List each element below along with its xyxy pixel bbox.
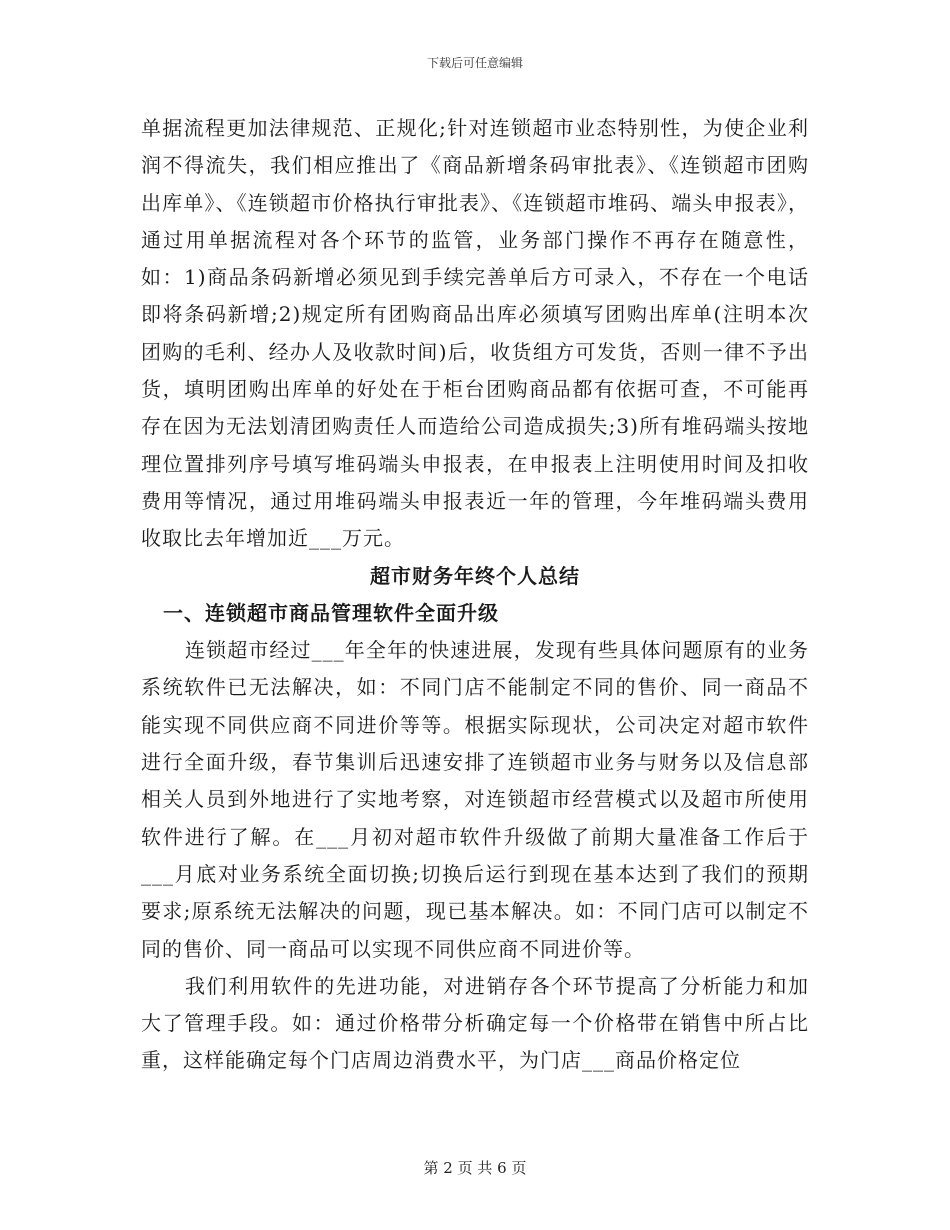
page-number: 第 2 页 共 6 页 [423,1159,527,1177]
paragraph-section-1-continued: 我们利用软件的先进功能，对进销存各个环节提高了分析能力和加大了管理手段。如：通过价格带分析确定每一个价格带在销售中所占比重，这样能确定每个门店周边消费水平，为门店___商品价格定位 [141,973,809,1073]
document-title: 超市财务年终个人总结 [370,563,580,588]
section-heading-1: 一、连锁超市商品管理软件全面升级 [163,600,499,625]
page-header: 下载后可任意编辑 [426,56,523,70]
paragraph-section-1: 连锁超市经过___年全年的快速进展，发现有些具体问题原有的业务系统软件已无法解决，如：不同门店不能制定不同的售价、同一商品不能实现不同供应商不同进价等等。根据实际现状，公司决定对超市软件进行全面升级，春节集训后迅速安排了连锁超市业务与财务以及信息部相关人员到外地进行了实地考察，对连锁超市经营模式以及超市所使用软件进行了解。在___月初对超市软件升级做了前期大量准备工作后于___月底对业务系统全面切换;切换后运行到现在基本达到了我们的预期要求;原系统无法解决的问题，现已基本解决。如：不同门店可以制定不同的售价、同一商品可以实现不同供应商不同进价等。 [141,638,809,961]
paragraph-intro: 单据流程更加法律规范、正规化;针对连锁超市业态特别性，为使企业利润不得流失，我们相应推出了《商品新增条码审批表》、《连锁超市团购出库单》、《连锁超市价格执行审批表》、《连锁超市堆码、端头申报表》，通过用单据流程对各个环节的监管，业务部门操作不再存在随意性，如：1)商品条码新增必须见到手续完善单后方可录入，不存在一个电话即将条码新增;2)规定所有团购商品出库必须填写团购出库单(注明本次团购的毛利、经办人及收款时间)后，收货组方可发货，否则一律不予出货，填明团购出库单的好处在于柜台团购商品都有依据可查，不可能再存在因为无法划清团购责任人而造给公司造成损失;3)所有堆码端头按地理位置排列序号填写堆码端头申报表，在申报表上注明使用时间及扣收费用等情况，通过用堆码端头申报表近一年的管理，今年堆码端头费用收取比去年增加近___万元。 [141,116,809,551]
document-body [141,110,809,1080]
